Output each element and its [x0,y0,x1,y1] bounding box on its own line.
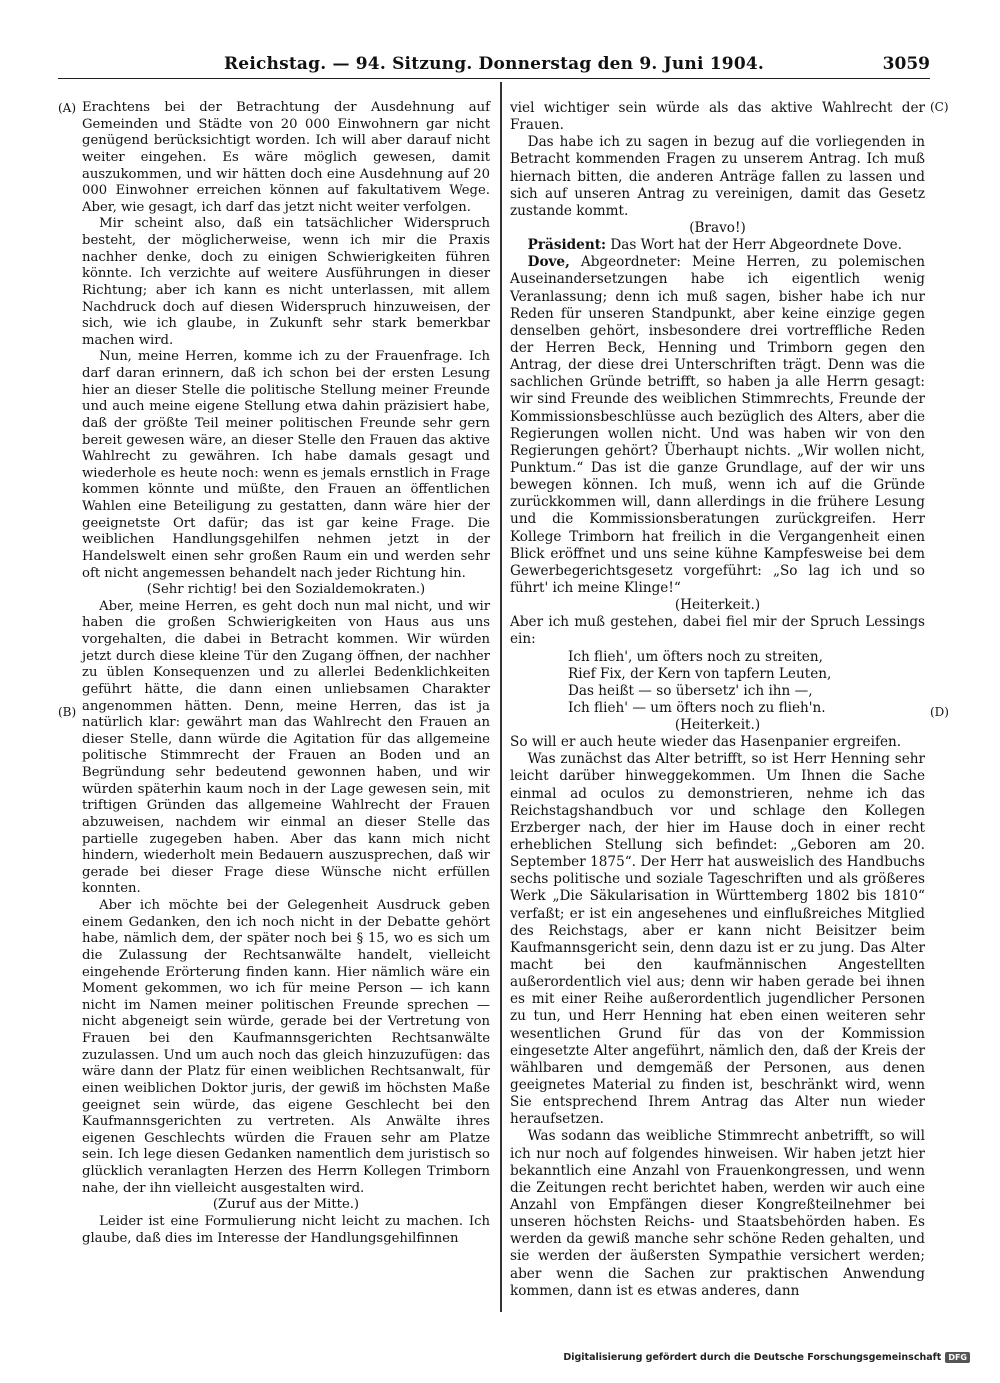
left-column [82,100,490,1247]
president-label: Präsident: [527,237,607,254]
speaker-label: Dove, [527,254,570,271]
header-title: Reichstag. — 94. Sitzung. Donnerstag den 9. Juni 1904. [223,54,764,74]
verse-line: Das heißt — so übersetz' ich ihn —, [568,682,813,699]
paragraph: So will er auch heute wieder das Hasenpanier ergreifen. [510,734,902,751]
margin-marker-d: (D) [930,705,949,719]
margin-marker-a: (A) [58,101,77,115]
page-header [58,52,930,79]
paragraph: Das habe ich zu sagen in bezug auf die vorliegenden in Betracht kommenden Fragen zu unserem Antrag. Ich muß hiernach bitten, die anderen Anträge fallen zu lassen und sich auf unseren Antrag zu vereinigen, damit das Gesetz zustande kommt. [510,134,925,219]
paragraph: Aber, meine Herren, es geht doch nun mal nicht, und wir haben die großen Schwierigkeiten von Haus aus uns vorgehalten, die dabei in Betracht kommen. Wir würden jetzt durch diese kleine Tür den Zugang öffnen, der nachher zu üblen Konsequenzen und zu allerlei Bedenklichkeiten geführt hätte, die dann einen unliebsamen Charakter angenommen hätten. Denn, meine Herren, das ist ja natürlich klar: gewährt man das Wahlrecht den Frauen an dieser Stelle, dann würde die Agitation für das allgemeine politische Stimmrecht der Frauen an Boden und an Begründung sehr bedeutend gewonnen haben, und wir würden späterhin kaum noch in der Lage gewesen sein, mit triftigen Gründen das allgemeine Wahlrecht der Frauen abzuweisen, nachdem wir einmal an dieser Stelle das partielle zugegeben haben. Aber das kann mich nicht hindern, wiederholt mein Bedauern auszusprechen, daß wir gerade bei dieser Frage diese Wünsche nicht erfüllen konnten. [82,598,490,897]
column-divider [500,82,502,1312]
paragraph: Was zunächst das Alter betrifft, so ist Herr Henning sehr leicht darüber hinweggekommen. Um Ihnen die Sache einmal ad oculos zu demonstrieren, nehme ich das Reichstagshandbuch vor und schlage den Kollegen Erzberger nach, der hier im Hause doch in einer recht erheblichen Stellung sich befindet: „Geboren am 20. September 1875“. Der Herr hat ausweislich des Handbuchs sechs politische und soziale Tageschriften und als größeres Werk „Die Säkularisation in Württemberg 1802 bis 1810“ verfaßt; er ist ein angesehenes und einflußreiches Mitglied des Reichstags, aber er kann nicht Beisitzer beim Kaufmannsgericht sein, denn dazu ist er zu jung. Das Alter macht bei den kaufmännischen Angestellten außerordentlich viel aus; denn wir haben gerade bei ihnen es mit einer Reihe außerordentlich jugendlicher Personen zu tun, und Herr Henning hat eben einen weiteren sehr wesentlichen Grund für das von der Kommission eingesetzte Alter angeführt, nämlich den, daß der Kreis der wählbaren und demgemäß der Personen, aus denen geeignetes Material zu finden ist, beschränkt wird, wenn Sie entsprechend Ihrem Antrag das Alter nun wieder heraufsetzen. [510,751,925,1128]
verse-line: Rief Fix, der Kern von tapfern Leuten, [568,665,832,682]
president-paragraph [510,237,925,254]
paragraph: Leider ist eine Formulierung nicht leicht zu machen. Ich glaube, daß dies im Interesse der Handlungsgehilfinnen [82,1213,490,1246]
interjection: (Sehr richtig! bei den Sozialdemokraten.) [146,582,426,598]
paragraph: Nun, meine Herren, komme ich zu der Frauenfrage. Ich darf daran erinnern, daß ich schon bei der ersten Lesung hier an dieser Stelle die politische Stellung meiner Freunde und auch meine eigene Stellung etwa dahin präzisiert habe, daß der größte Teil meiner politischen Freunde sehr gern bereit gewesen wäre, an dieser Stelle den Frauen das aktive Wahlrecht zu gewähren. Ich habe damals gesagt und wiederhole es heute noch: wenn es jemals ernstlich in Frage kommen könnte und müßte, den Frauen an öffentlichen Wahlen eine Beteiligung zu gestatten, dann wäre hier der geeignetste Ort dafür; das ist gar keine Frage. Die weiblichen Handlungsgehilfen nehmen jetzt in der Handelswelt einen sehr großen Raum ein und werden sehr oft nicht angemessen behandelt nach jeder Richtung hin. [82,349,490,581]
paragraph: viel wichtiger sein würde als das aktive Wahlrecht der Frauen. [510,100,925,134]
interjection: (Zuruf aus der Mitte.) [212,1197,360,1213]
interjection: (Heiterkeit.) [674,597,761,614]
dfg-logo: DFG [945,1352,970,1363]
president-text: Das Wort hat der Herr Abgeordnete Dove. [610,237,902,254]
speaker-text: Abgeordneter: Meine Herren, zu polemischen Auseinandersetzungen habe ich eigentlich wenig Veranlassung; denn ich muß sagen, bisher habe ich nur Reden für unseren Standpunkt, aber keine einzige gegen denselben gehört, insbesondere drei vortreffliche Reden der Herren Beck, Henning und Trimborn gegen den Antrag, der diese drei Unterschriften trägt. Denn was die sachlichen Gründe betrifft, so haben ja alle Herrn gesagt: wir sind Freunde des weiblichen Stimmrechts, Freunde der Kommissionsbeschlüsse auch bezüglich des Alters, aber die Regierungen wollen nicht. Und was haben wir von den Regierungen gehört? Überhaupt nichts. „Wir wollen nicht, Punktum.“ Das ist die ganze Grundlage, auf der wir uns bewegen können. Ich muß, wenn ich auf die Gründe zurückkommen will, dann allerdings in die frühere Lesung und die Kommissionsberatungen zurückgreifen. Herr Kollege Trimborn hat freilich in die Vergangenheit einen Blick eröffnet und uns seine kühne Kampfesweise bei dem Gewerbegerichtsgesetz vorgeführt: „So lag ich und so führt' ich meine Klinge!“ [510,254,925,596]
page-number: 3059 [882,54,930,74]
interjection: (Heiterkeit.) [674,717,761,734]
footer-text: Digitalisierung gefördert durch die Deutsche Forschungsgemeinschaft [563,1352,942,1363]
paragraph: Was sodann das weibliche Stimmrecht anbetrifft, so will ich nur noch auf folgendes hinweisen. Wir haben jetzt hier bekanntlich eine Anzahl von Frauenkongressen, und wenn die Zeitungen recht berichtet haben, werden wir auch eine Anzahl von Empfängen dieser Kongreßteilnehmer bei unseren höchsten Reichs- und Staatsbehörden haben. Es werden da gewiß manche sehr schöne Reden gehalten, und sie werden der äußersten Sympathie versichert werden; aber wenn die Sachen zur praktischen Anwendung kommen, dann ist es etwas anderes, dann [510,1128,925,1299]
right-column [510,100,925,1300]
paragraph: Aber ich muß gestehen, dabei fiel mir der Spruch Lessings ein: [510,614,925,648]
paragraph: Mir scheint also, daß ein tatsächlicher Widerspruch besteht, der möglicherweise, wenn ich mir die Praxis nachher denke, doch zu einigen Schwierigkeiten führen könnte. Ich verzichte auf weitere Ausführungen in dieser Richtung; aber ich kann es nicht unterlassen, mit allem Nachdruck doch auf diesen Widerspruch hinzuweisen, der sich, wie ich glaube, in Zukunft sehr stark bemerkbar machen wird. [82,216,490,348]
margin-marker-b: (B) [58,705,77,719]
interjection: (Bravo!) [689,219,746,236]
paragraph: Aber ich möchte bei der Gelegenheit Ausdruck geben einem Gedanken, den ich noch nicht in der Debatte gehört habe, nämlich dem, der später noch bei § 15, wo es sich um die Zulassung der Rechtsanwälte handelt, vielleicht eingehende Erörterung finden kann. Hier nämlich wäre ein Moment gekommen, wo ich für meine Person — ich kann nicht im Namen meiner politischen Freunde sprechen — nicht abgeneigt sein würde, gerade bei der Vertretung von Frauen bei den Kaufmannsgerichten Rechtsanwälte zuzulassen. Und um auch noch das gleich hinzuzufügen: das wäre dann der Platz für einen weiblichen Rechtsanwalt, für einen weiblichen Doktor juris, der gewiß im höchsten Maße geeignet sein würde, das eigene Geschlecht bei den Kaufmannsgerichten zu vertreten. Als Anwälte ihres eigenen Geschlechts würden die Frauen sehr am Platze sein. Ich lege diesen Gedanken namentlich dem juristisch so glücklich veranlagten Herzen des Herrn Kollegen Trimborn nahe, der ihn vielleicht ausgestalten wird. [82,898,490,1196]
paragraph: Erachtens bei der Betrachtung der Ausdehnung auf Gemeinden und Städte von 20 000 Einwohnern gar nicht genügend berücksichtigt worden. Ich will aber darauf nicht weiter eingehen. Es wäre möglich gewesen, damit auszukommen, und wir hätten doch eine Ausdehnung auf 20 000 Einwohner erreichen können auf fakultativem Wege. Aber, wie gesagt, ich darf das jetzt nicht weiter verfolgen. [82,100,490,215]
verse-line: Ich flieh', um öfters noch zu streiten, [568,648,823,665]
verse-line: Ich flieh' — um öfters noch zu flieh'n. [568,699,826,716]
margin-marker-c: (C) [930,100,949,114]
speaker-paragraph [510,254,925,597]
footer [563,1352,970,1363]
